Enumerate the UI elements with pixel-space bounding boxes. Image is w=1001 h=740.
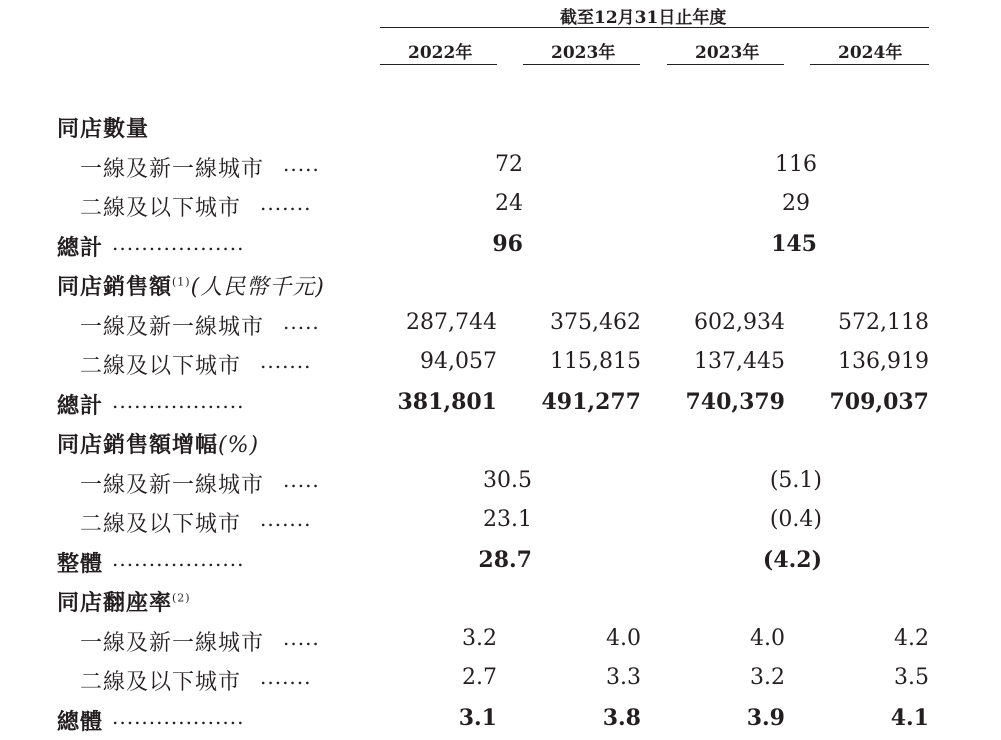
leader-dots: ..... (283, 310, 320, 334)
row-label-tier1: 一線及新一線城市 (80, 473, 265, 498)
cell-growth-tier1-v2: (5.1) (769, 468, 822, 493)
column-header-2023a: 2023年 (551, 43, 616, 63)
row-label-tier2: 二線及以下城市 (80, 670, 242, 695)
row-label-overall: 整體 (57, 551, 104, 577)
cell-sales-total-2023a: 491,277 (541, 389, 641, 415)
cell-growth-tier1-v1: 30.5 (483, 468, 532, 493)
leader-dots: ..... (283, 152, 320, 176)
column-header-2024: 2024年 (838, 43, 903, 63)
leader-dots: ....... (260, 507, 312, 531)
column-header-2023b: 2023年 (695, 43, 760, 63)
cell-turnover-overall-2022: 3.1 (458, 705, 497, 731)
leader-dots: ..... (283, 468, 320, 492)
row-label-tier2: 二線及以下城市 (80, 196, 242, 221)
row-label-tier2: 二線及以下城市 (80, 354, 242, 379)
row-label-tier1: 一線及新一線城市 (80, 631, 265, 656)
column-rule-2 (523, 64, 640, 65)
cell-turnover-tier2-2023a: 3.3 (606, 665, 641, 690)
column-rule-3 (667, 64, 784, 65)
section-title-sales (57, 270, 325, 301)
cell-turnover-overall-2023a: 3.8 (602, 705, 641, 731)
cell-turnover-tier1-2023a: 4.0 (606, 626, 641, 651)
period-title: 截至12月31日止年度 (560, 8, 727, 28)
cell-sales-tier2-2023a: 115,815 (550, 349, 641, 374)
cell-store-count-tier2-v2: 29 (782, 191, 810, 216)
cell-store-count-tier1-v1: 72 (495, 152, 523, 177)
unit-label: (%) (218, 433, 260, 458)
row-label-overall: 總體 (57, 709, 104, 735)
cell-turnover-overall-2024: 4.1 (890, 705, 929, 731)
cell-turnover-tier2-2024: 3.5 (894, 665, 929, 690)
leader-dots: .................. (112, 231, 245, 255)
cell-sales-total-2022: 381,801 (397, 389, 497, 415)
cell-turnover-tier2-2022: 2.7 (462, 665, 497, 690)
footnote-marker: (1) (172, 275, 191, 289)
column-header-2022: 2022年 (408, 43, 473, 63)
cell-sales-total-2024: 709,037 (829, 389, 929, 415)
cell-sales-tier2-2023b: 137,445 (694, 349, 785, 374)
leader-dots: .................. (112, 705, 245, 729)
cell-store-count-tier2-v1: 24 (495, 191, 523, 216)
cell-turnover-overall-2023b: 3.9 (746, 705, 785, 731)
row-label-tier1: 一線及新一線城市 (80, 315, 265, 340)
cell-turnover-tier1-2024: 4.2 (894, 626, 929, 651)
leader-dots: .................. (112, 389, 245, 413)
column-rule-1 (380, 64, 497, 65)
row-label-total: 總計 (57, 393, 104, 419)
cell-sales-tier1-2023b: 602,934 (694, 310, 785, 335)
leader-dots: .................. (112, 547, 245, 571)
cell-turnover-tier1-2023b: 4.0 (750, 626, 785, 651)
cell-turnover-tier2-2023b: 3.2 (750, 665, 785, 690)
cell-sales-total-2023b: 740,379 (685, 389, 785, 415)
cell-store-count-total-v1: 96 (492, 231, 523, 257)
leader-dots: ....... (260, 191, 312, 215)
column-rule-4 (810, 64, 929, 65)
section-title-growth-text: 同店銷售額增幅 (57, 432, 219, 458)
row-label-tier2: 二線及以下城市 (80, 512, 242, 537)
leader-dots: ....... (260, 349, 312, 373)
cell-sales-tier2-2024: 136,919 (838, 349, 929, 374)
unit-label: (人民幣千元) (190, 275, 325, 300)
leader-dots: ..... (283, 626, 320, 650)
section-title-turnover (57, 586, 191, 617)
cell-growth-tier2-v2: (0.4) (769, 507, 822, 532)
cell-store-count-tier1-v2: 116 (775, 152, 817, 177)
cell-sales-tier1-2024: 572,118 (838, 310, 929, 335)
row-label-total: 總計 (57, 235, 104, 261)
cell-growth-overall-v2: (4.2) (762, 547, 822, 573)
section-title-store-count: 同店數量 (57, 116, 150, 142)
section-title-growth (57, 428, 259, 459)
footnote-marker: (2) (172, 591, 191, 605)
cell-sales-tier2-2022: 94,057 (420, 349, 497, 374)
leader-dots: ....... (260, 665, 312, 689)
section-title-turnover-text: 同店翻座率 (57, 590, 173, 616)
cell-store-count-total-v2: 145 (771, 231, 817, 257)
cell-growth-overall-v1: 28.7 (478, 547, 532, 573)
cell-growth-tier2-v1: 23.1 (483, 507, 532, 532)
cell-sales-tier1-2022: 287,744 (406, 310, 497, 335)
cell-turnover-tier1-2022: 3.2 (462, 626, 497, 651)
cell-sales-tier1-2023a: 375,462 (550, 310, 641, 335)
row-label-tier1: 一線及新一線城市 (80, 157, 265, 182)
section-title-sales-text: 同店銷售額 (57, 274, 173, 300)
